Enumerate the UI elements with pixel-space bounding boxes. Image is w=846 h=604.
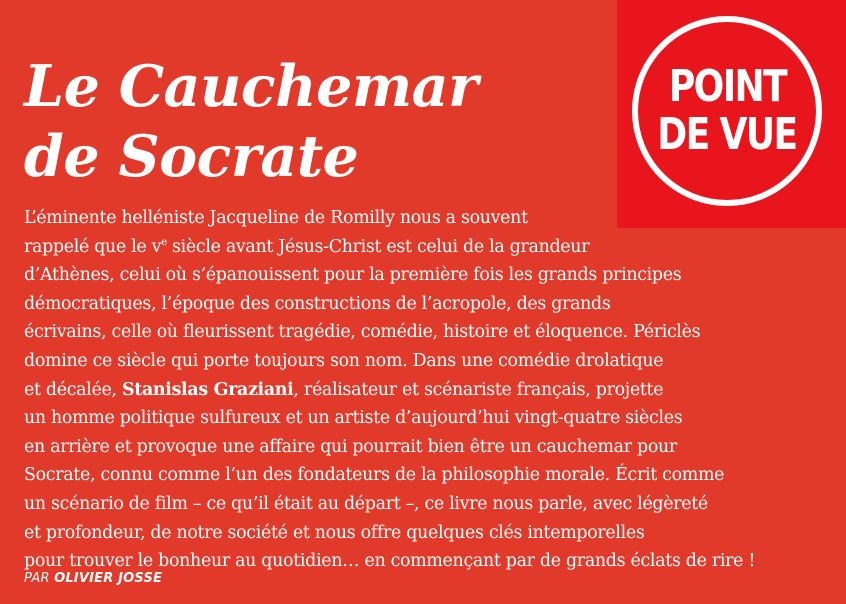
- body-line-2-start: rappelé que le v: [24, 236, 162, 257]
- body-line-5: écrivains, celle où fleurissent tragédie, comédie, histoire et éloquence. Périclès: [24, 322, 701, 343]
- body-line-11: un scénario de film – ce qu’il était au départ –, ce livre nous parle, avec légèreté: [24, 493, 708, 514]
- byline-prefix: PAR: [24, 571, 55, 586]
- body-line-10: Socrate, connu comme l’un des fondateurs de la philosophie morale. Écrit comme: [24, 465, 725, 486]
- body-line-9: en arrière et provoque une affaire qui pourrait bien être un cauchemar pour: [24, 436, 677, 457]
- body-line-7-start: et décalée,: [24, 379, 122, 400]
- body-line-12: et profondeur, de notre société et nous offre quelques clés intemporelles: [24, 522, 645, 543]
- author-name-bold: Stanislas Graziani: [121, 379, 294, 400]
- body-line-6: domine ce siècle qui porte toujours son nom. Dans une comédie drolatique: [24, 350, 664, 371]
- article-body: [24, 204, 836, 576]
- body-line-2-end: siècle avant Jésus-Christ est celui de la grandeur: [166, 236, 590, 257]
- body-line-3: d’Athènes, celui où s’épanouissent pour la première fois les grands principes: [24, 265, 682, 286]
- body-line-2: [24, 233, 836, 262]
- body-line-7-end: , réalisateur et scénariste français, projette: [293, 379, 664, 400]
- title-line-2: de Socrate: [24, 123, 359, 190]
- body-line-8: un homme politique sulfureux et un artiste d’aujourd’hui vingt-quatre siècles: [24, 408, 683, 429]
- byline-author: OLIVIER JOSSE: [54, 571, 163, 586]
- title-line-1: Le Cauchemar: [24, 53, 478, 120]
- body-line-4: démocratiques, l’époque des constructions de l’acropole, des grands: [24, 293, 611, 314]
- point-de-vue-badge: [617, 0, 846, 228]
- article-title: [24, 52, 478, 192]
- badge-circle: [632, 16, 822, 206]
- body-line-1: L’éminente helléniste Jacqueline de Romilly nous a souvent: [24, 208, 528, 228]
- body-line-13: pour trouver le bonheur au quotidien… en commençant par de grands éclats de rire !: [24, 551, 756, 572]
- badge-line-2: DE VUE: [657, 109, 797, 160]
- byline: [24, 571, 162, 586]
- badge-line-1: POINT: [668, 61, 786, 112]
- century-superscript: e: [161, 236, 167, 248]
- body-line-7: [24, 376, 836, 405]
